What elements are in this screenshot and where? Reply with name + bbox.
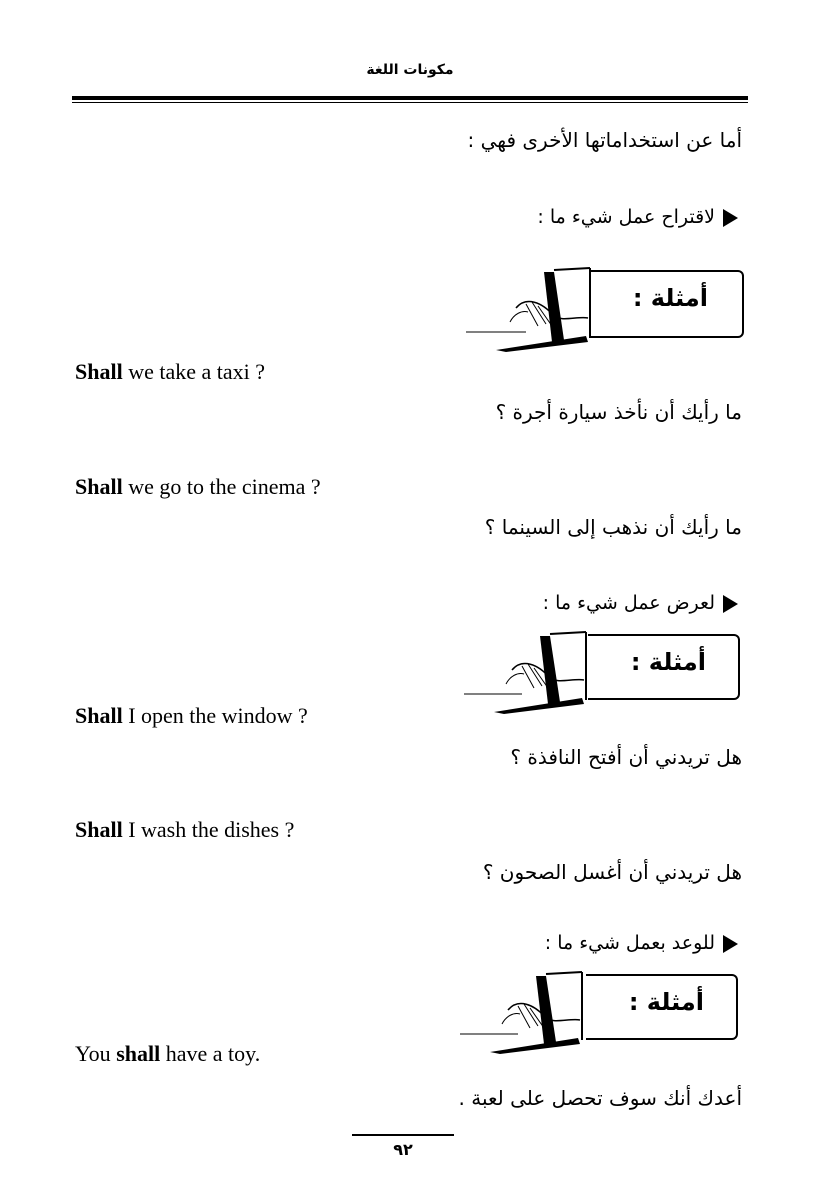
section-heading	[545, 932, 738, 954]
example-arabic: ما رأيك أن نذهب إلى السينما ؟	[484, 515, 742, 539]
examples-label: أمثلة :	[630, 648, 706, 676]
keyword-shall: Shall	[75, 359, 123, 384]
example-english	[75, 817, 294, 843]
bullet-triangle-icon	[723, 209, 738, 227]
bullet-triangle-icon	[723, 935, 738, 953]
page-number: ٩٢	[393, 1140, 413, 1159]
example-english-rest: we go to the cinema ?	[122, 474, 321, 499]
section-heading-text: للوعد بعمل شيء ما :	[544, 932, 715, 954]
example-english	[75, 474, 321, 500]
bullet-triangle-icon	[723, 595, 738, 613]
example-english-rest: I wash the dishes ?	[122, 817, 295, 842]
keyword-shall: Shall	[75, 703, 123, 728]
example-arabic: هل تريدني أن أفتح النافذة ؟	[510, 745, 742, 769]
example-english-rest: I open the window ?	[122, 703, 308, 728]
example-english-rest: have a toy.	[160, 1041, 261, 1066]
section-heading-text: لعرض عمل شيء ما :	[542, 592, 715, 614]
examples-label: أمثلة :	[628, 988, 704, 1016]
examples-label: أمثلة :	[632, 284, 708, 312]
section-heading-text: لاقتراح عمل شيء ما :	[537, 206, 715, 228]
example-arabic: ما رأيك أن نأخذ سيارة أجرة ؟	[495, 400, 742, 424]
keyword-shall: Shall	[75, 474, 123, 499]
header-rule-thin	[72, 102, 748, 103]
example-english-pre: You	[75, 1041, 117, 1066]
running-header: مكونات اللغة	[366, 62, 454, 78]
example-arabic: أعدك أنك سوف تحصل على لعبة .	[458, 1086, 742, 1110]
section-heading	[543, 592, 738, 614]
section-heading	[537, 206, 738, 228]
example-english	[75, 359, 265, 385]
example-arabic: هل تريدني أن أغسل الصحون ؟	[482, 860, 742, 884]
intro-line: أما عن استخداماتها الأخرى فهي :	[467, 128, 742, 152]
example-english	[75, 703, 308, 729]
example-english	[75, 1041, 260, 1067]
example-english-rest: we take a taxi ?	[122, 359, 266, 384]
keyword-shall: shall	[116, 1041, 161, 1066]
footer-rule	[352, 1134, 454, 1136]
keyword-shall: Shall	[75, 817, 123, 842]
header-rule	[72, 96, 748, 100]
pointing-hand-icon	[460, 970, 594, 1054]
pointing-hand-icon	[464, 630, 598, 714]
pointing-hand-icon	[466, 266, 602, 352]
